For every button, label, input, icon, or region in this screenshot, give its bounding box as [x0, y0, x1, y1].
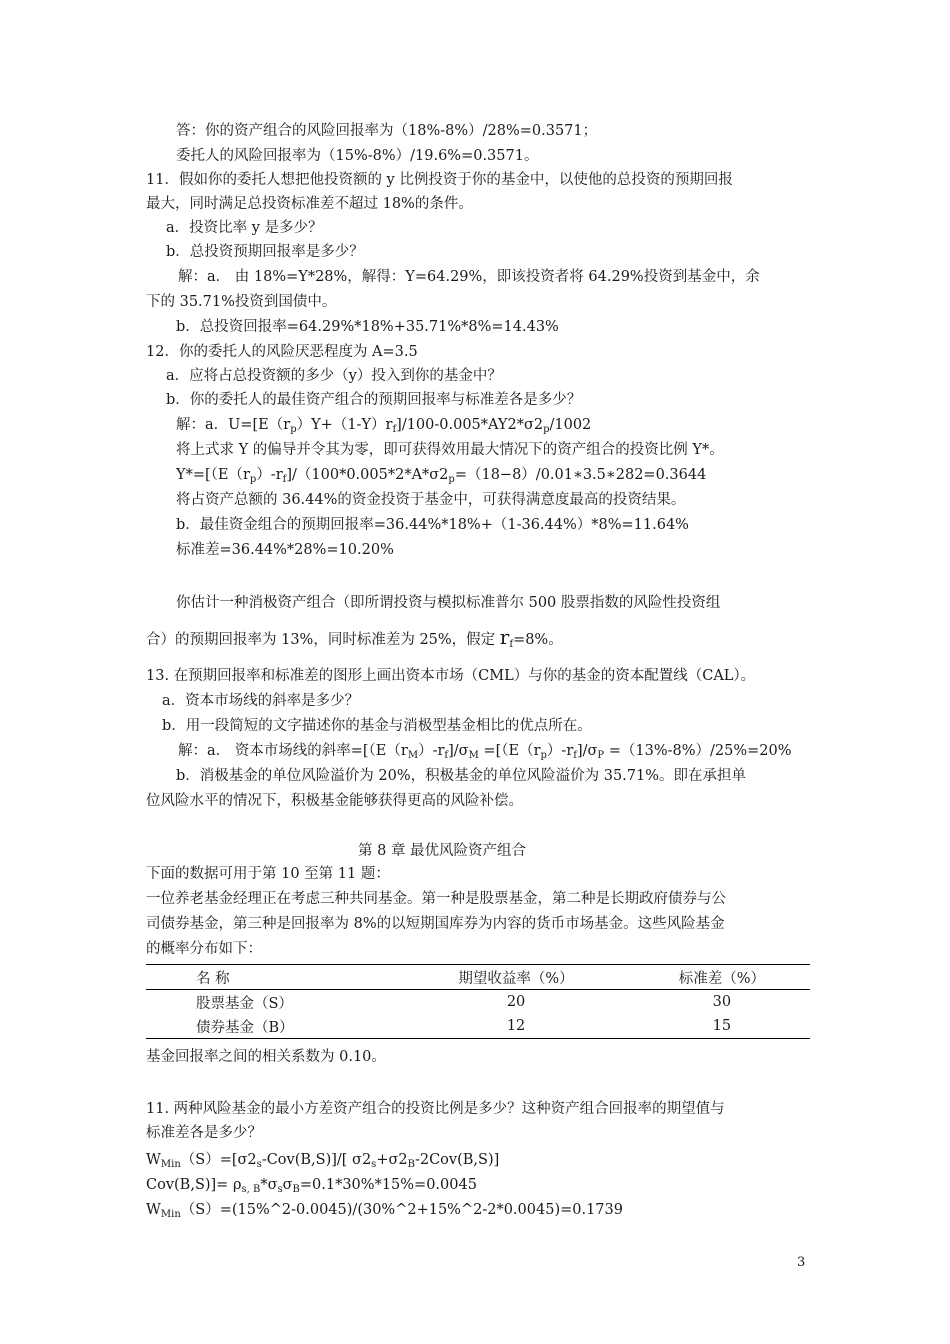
- solution-line: 位风险水平的情况下，积极基金能够获得更高的风险补偿。: [146, 793, 523, 809]
- fund-name: 股票基金（S）: [196, 995, 293, 1012]
- question-11-ch8: 11. 两种风险基金的最小方差资产组合的投资比例是多少？这种资产组合回报率的期望值与: [146, 1101, 725, 1117]
- passive-portfolio-text: 你估计一种消极资产组合（即所谓投资与模拟标准普尔 500 股票指数的风险性投资组: [176, 595, 721, 611]
- formula-cml-slope: 解：a． 资本市场线的斜率$=[(E(r_M)-r_f]/\sigma_M =[(E(r_p)-r_f]/\sigma_P =(13\%-8\%)/25\%=20\%$: [178, 743, 792, 761]
- chapter-heading: 第 8 章 最优风险资产组合: [358, 843, 527, 859]
- question-11-cont: 最大，同时满足总投资标准差不超过 18%的条件。: [146, 196, 473, 212]
- passive-portfolio-text-cont: 合）的预期回报率为 13%，同时标准差为 25%，假定 $r_f=8\%$。: [146, 625, 563, 650]
- formula-cov: $Cov(B,S)]= \rho_{s, B}*\sigma_s\sigma_B=0.1*30\%*15\%=0.0045$: [146, 1177, 477, 1195]
- question-12-b: b．你的委托人的最佳资产组合的预期回报率与标准差各是多少？: [166, 392, 582, 408]
- scenario-text: 司债券基金，第三种是回报率为 8%的以短期国库券为内容的货币市场基金。这些风险基金: [146, 916, 725, 932]
- question-12-a: a．应将占总投资额的多少（y）投入到你的基金中？: [166, 368, 502, 384]
- solution-line: 将占资产总额的 36.44%的资金投资于基金中，可获得满意度最高的投资结果。: [176, 492, 686, 508]
- table-row: [146, 990, 810, 1015]
- header-std-dev: 标准差（%）: [634, 965, 810, 990]
- table-header-row: [146, 965, 810, 990]
- solution-line: 标准差=36.44%*28%=10.20%: [176, 542, 394, 558]
- fund-std-dev: 15: [634, 1014, 810, 1039]
- question-13-a: a．资本市场线的斜率是多少？: [162, 693, 360, 709]
- question-11: 11．假如你的委托人想把他投资额的 y 比例投资于你的基金中，以使他的总投资的预期回报: [146, 172, 733, 188]
- question-11-ch8-cont: 标准差各是多少？: [146, 1125, 262, 1141]
- header-name: 名 称: [146, 965, 398, 990]
- fund-distribution-table: [146, 964, 810, 1039]
- fund-expected-return: 12: [398, 1014, 633, 1039]
- question-11-a: a．投资比率 y 是多少？: [166, 220, 323, 236]
- solution-line: 下的 35.71%投资到国债中。: [146, 294, 337, 310]
- answer-line: 答：你的资产组合的风险回报率为（18%-8%）/28%=0.3571；: [176, 123, 598, 139]
- formula-wmin-result: $W_{Min}(S)=(15\%\^{}2-0.0045)/(30\%\^{}2+15\%\^{}2-2*0.0045)=0.1739$: [146, 1202, 623, 1220]
- solution-line: b．消极基金的单位风险溢价为 20%，积极基金的单位风险溢价为 35.71%。即在承担单: [176, 768, 747, 784]
- formula-wmin: $W_{Min}(S)=[\sigma 2_s-Cov(B,S)]/$[ $\sigma 2_s+\sigma 2_B-2Cov(B,S)$]: [146, 1152, 500, 1170]
- solution-line: 解：a． 由 18%=Y*28%，解得：Y=64.29%，即该投资者将 64.29%投资到基金中，余: [178, 269, 760, 285]
- question-13: 13. 在预期回报率和标准差的图形上画出资本市场（CML）与你的基金的资本配置线（CAL）。: [146, 668, 756, 684]
- fund-expected-return: 20: [506, 994, 526, 1010]
- header-expected-return: 期望收益率（%）: [398, 965, 633, 990]
- scenario-text: 一位养老基金经理正在考虑三种共同基金。第一种是股票基金，第二种是长期政府债券与公: [146, 891, 726, 907]
- formula-utility: 解：a．$U=[E(r_p)Y+(1-Y)r_f]/100-0.005*AY2*\sigma 2_p/1002$: [176, 417, 592, 435]
- correlation-note: 基金回报率之间的相关系数为 0.10。: [146, 1049, 386, 1065]
- data-intro: 下面的数据可用于第 10 至第 11 题：: [146, 866, 390, 882]
- fund-std-dev: 30: [712, 994, 732, 1010]
- fund-name: 债券基金（B）: [146, 1014, 398, 1039]
- formula-optimal-y: $Y*=[(E(r_p)-r_f]/(100*0.005*2*A*\sigma 2_p=(18-8)/0.01∗3.5∗282=0.3644$: [176, 467, 707, 485]
- solution-line: b．最佳资金组合的预期回报率=36.44%*18%+（1-36.44%）*8%=11.64%: [176, 517, 689, 533]
- question-13-b: b．用一段简短的文字描述你的基金与消极型基金相比的优点所在。: [162, 718, 592, 734]
- scenario-text: 的概率分布如下：: [146, 941, 262, 957]
- question-12: 12．你的委托人的风险厌恶程度为 A=3.5: [146, 344, 418, 360]
- solution-line: b．总投资回报率=64.29%*18%+35.71%*8%=14.43%: [176, 319, 559, 335]
- page-number: 3: [797, 1255, 806, 1270]
- solution-line: 将上式求 Y 的偏导并令其为零，即可获得效用最大情况下的资产组合的投资比例 Y*。: [176, 442, 724, 458]
- question-11-b: b．总投资预期回报率是多少？: [166, 244, 364, 260]
- answer-line: 委托人的风险回报率为（15%-8%）/19.6%=0.3571。: [176, 148, 539, 164]
- table-row: [146, 1014, 810, 1039]
